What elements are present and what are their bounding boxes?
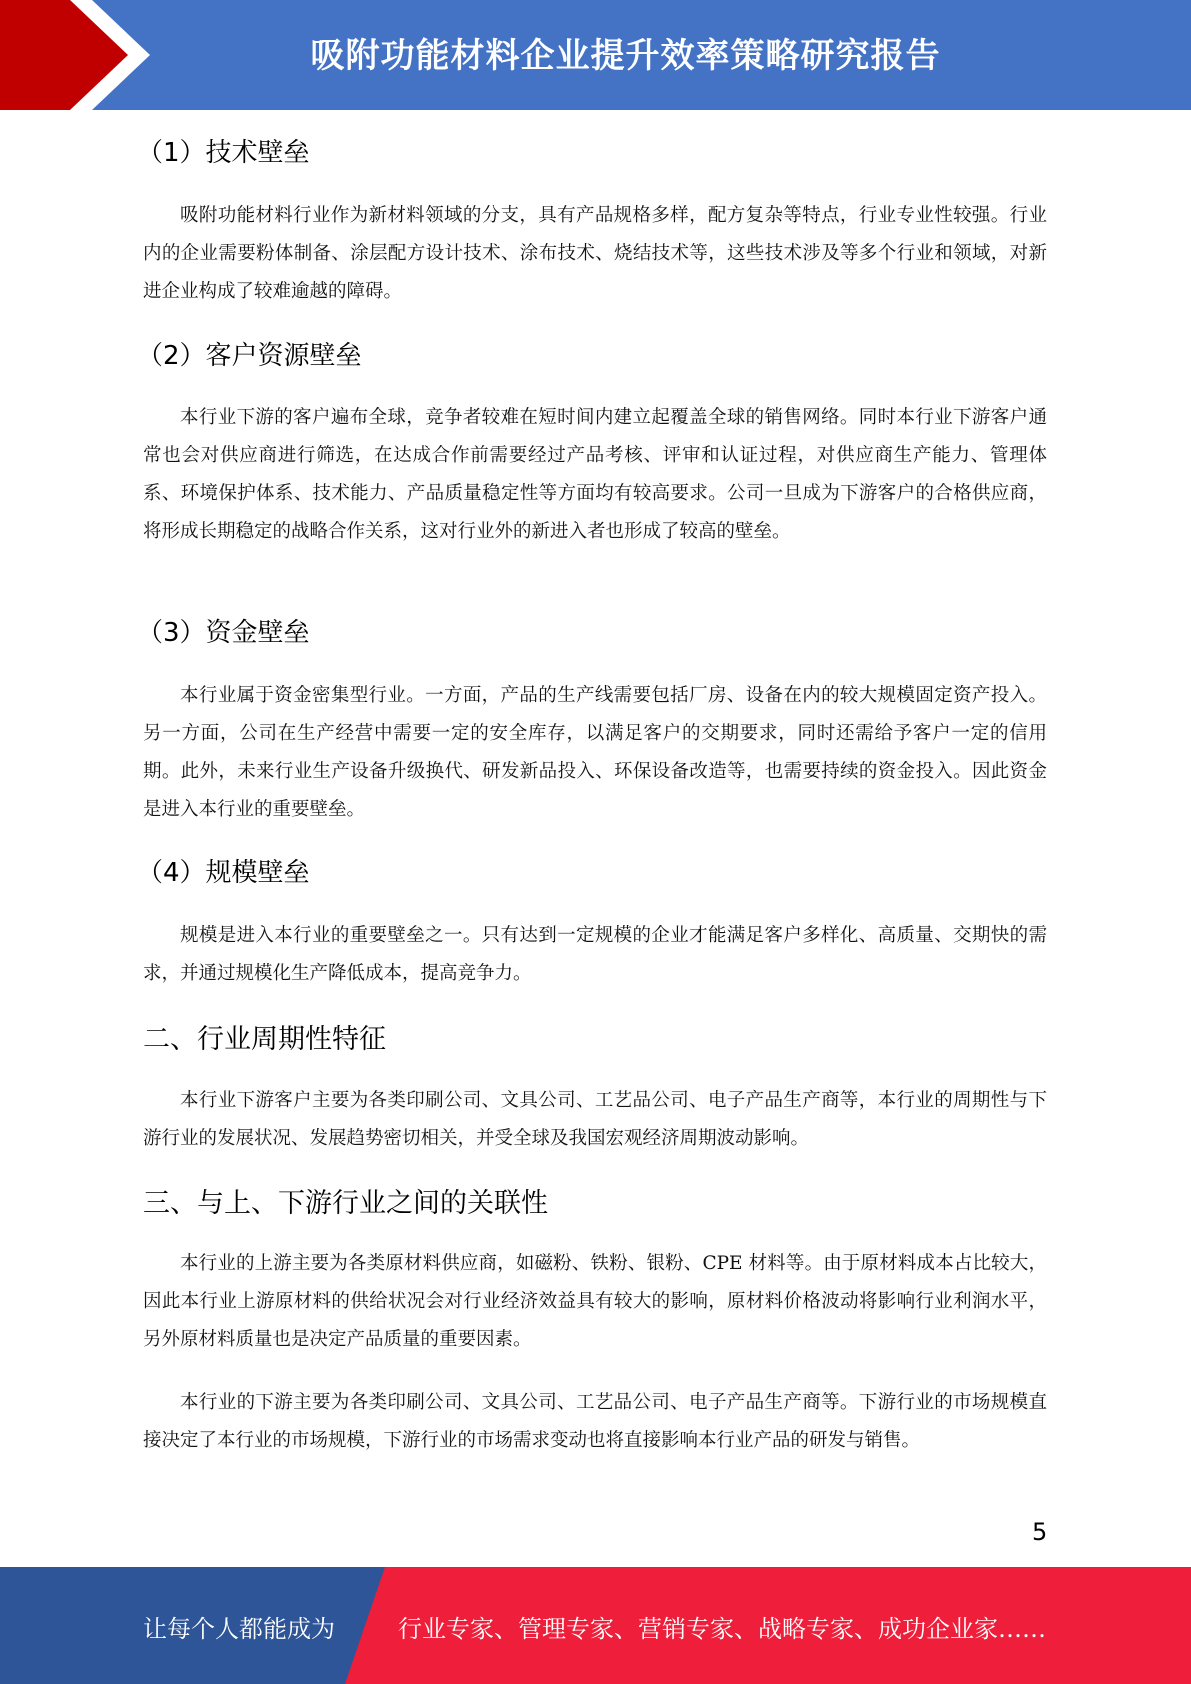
footer-slogan-right: 行业专家、管理专家、营销专家、战略专家、成功企业家…… xyxy=(398,1615,1046,1643)
paragraph-scale-barrier: 规模是进入本行业的重要壁垒之一。只有达到一定规模的企业才能满足客户多样化、高质量、交期快的需求，并通过规模化生产降低成本，提高竞争力。 xyxy=(143,925,1047,984)
page-number: 5 xyxy=(1032,1518,1048,1546)
paragraph-capital-barrier: 本行业属于资金密集型行业。一方面，产品的生产线需要包括厂房、设备在内的较大规模固定资产投入。另一方面，公司在生产经营中需要一定的安全库存，以满足客户的交期要求，同时还需给予客户一定的信用期。此外，未来行业生产设备升级换代、研发新品投入、环保设备改造等，也需要持续的资金投入。因此资金是进入本行业的重要壁垒。 xyxy=(143,685,1047,820)
page-footer xyxy=(0,1567,1191,1684)
paragraph-cyclicality: 本行业下游客户主要为各类印刷公司、文具公司、工艺品公司、电子产品生产商等，本行业的周期性与下游行业的发展状况、发展趋势密切相关，并受全球及我国宏观经济周期波动影响。 xyxy=(143,1090,1047,1149)
section-heading-technology-barrier: （1）技术壁垒 xyxy=(137,138,310,168)
section-heading-cyclicality: 二、行业周期性特征 xyxy=(143,1024,386,1055)
page-header xyxy=(0,0,1191,110)
paragraph-technology-barrier: 吸附功能材料行业作为新材料领域的分支，具有产品规格多样，配方复杂等特点，行业专业性较强。行业内的企业需要粉体制备、涂层配方设计技术、涂布技术、烧结技术等，这些技术涉及等多个行业和领域，对新进企业构成了较难逾越的障碍。 xyxy=(143,205,1047,302)
section-heading-capital-barrier: （3）资金壁垒 xyxy=(137,618,310,648)
paragraph-upstream: 本行业的上游主要为各类原材料供应商，如磁粉、铁粉、银粉、CPE 材料等。由于原材料成本占比较大，因此本行业上游原材料的供给状况会对行业经济效益具有较大的影响，原材料价格波动将影响行业利润水平，另外原材料质量也是决定产品质量的重要因素。 xyxy=(143,1253,1047,1350)
footer-slogan-left: 让每个人都能成为 xyxy=(143,1615,335,1643)
section-heading-customer-barrier: （2）客户资源壁垒 xyxy=(137,341,362,371)
report-title: 吸附功能材料企业提升效率策略研究报告 xyxy=(310,36,941,76)
paragraph-customer-barrier: 本行业下游的客户遍布全球，竞争者较难在短时间内建立起覆盖全球的销售网络。同时本行业下游客户通常也会对供应商进行筛选，在达成合作前需要经过产品考核、评审和认证过程，对供应商生产能力、管理体系、环境保护体系、技术能力、产品质量稳定性等方面均有较高要求。公司一旦成为下游客户的合格供应商，将形成长期稳定的战略合作关系，这对行业外的新进入者也形成了较高的壁垒。 xyxy=(143,407,1047,542)
paragraph-downstream: 本行业的下游主要为各类印刷公司、文具公司、工艺品公司、电子产品生产商等。下游行业的市场规模直接决定了本行业的市场规模，下游行业的市场需求变动也将直接影响本行业产品的研发与销售。 xyxy=(143,1392,1047,1451)
section-heading-upstream-downstream: 三、与上、下游行业之间的关联性 xyxy=(143,1188,548,1219)
section-heading-scale-barrier: （4）规模壁垒 xyxy=(137,858,310,888)
